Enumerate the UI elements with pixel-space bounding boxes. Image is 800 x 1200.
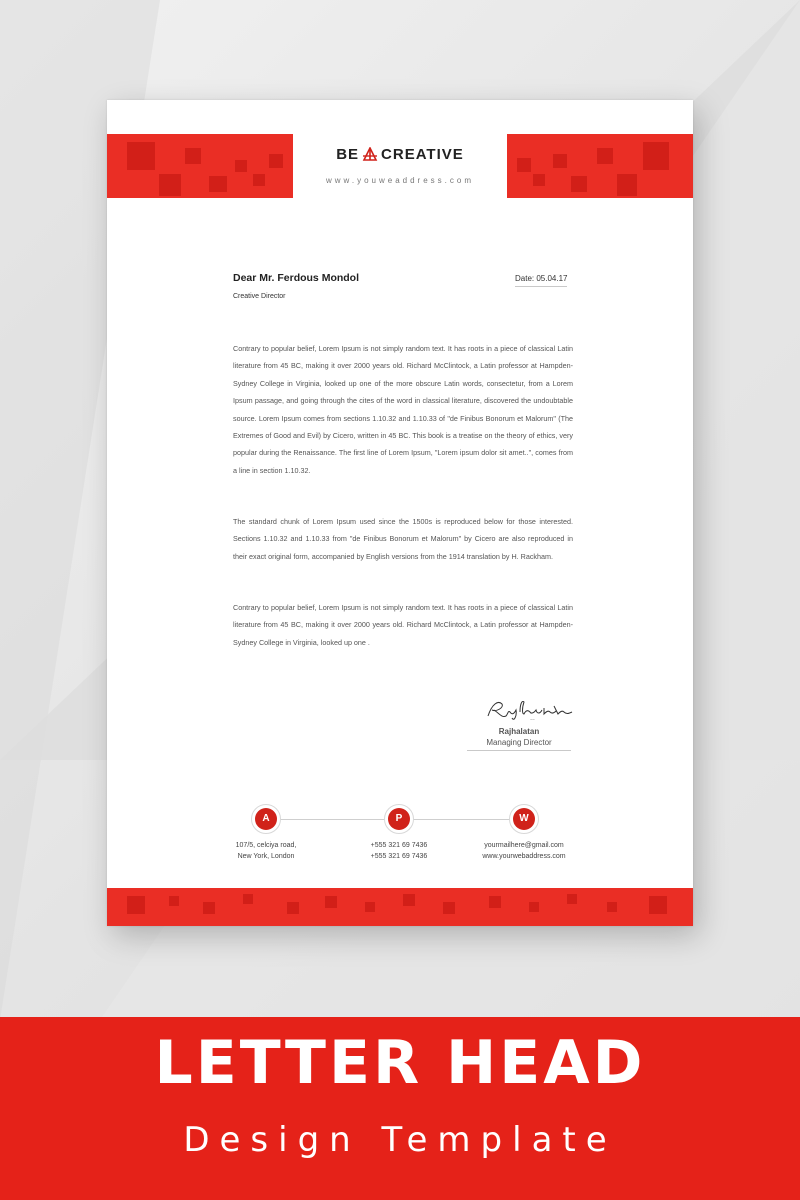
decor-square xyxy=(159,174,181,196)
phone-icon: P xyxy=(384,804,414,834)
decor-square xyxy=(649,896,667,914)
decor-square xyxy=(127,896,145,914)
decor-square xyxy=(617,174,637,196)
decor-square xyxy=(235,160,247,172)
decor-square xyxy=(553,154,567,168)
signature-script: Rajhalatan xyxy=(530,720,535,721)
phone-line-2: +555 321 69 7436 xyxy=(370,853,428,860)
decor-square xyxy=(169,896,179,906)
banner-subtitle: Design Template xyxy=(183,1120,617,1160)
company-logo xyxy=(293,146,507,165)
decor-square xyxy=(443,902,455,914)
triangle-logo-icon xyxy=(362,147,378,165)
decor-square xyxy=(529,902,539,912)
decor-square xyxy=(567,894,577,904)
address-line-2: New York, London xyxy=(237,853,295,860)
logo-text-right: CREATIVE xyxy=(381,146,464,163)
banner-title: LETTER HEAD xyxy=(154,1028,646,1098)
body-paragraph: Contrary to popular belief, Lorem Ipsum is not simply random text. It has roots in a piece of classical Latin literature from 45 BC, making it over 2000 years old. Richard McClintock, a Latin professor at Hampden-Sydney College in Virginia, looked up one . xyxy=(233,603,573,647)
decor-square xyxy=(607,902,617,912)
decor-square xyxy=(127,142,155,170)
header-band-right xyxy=(507,134,693,198)
body-paragraph: Contrary to popular belief, Lorem Ipsum is not simply random text. It has roots in a piece of classical Latin literature from 45 BC, making it over 2000 years old. Richard McClintock, a Latin professor at Hampden-Sydney College in Virginia, looked up one of the more obscure Latin words, consectetur, from a Lorem Ipsum passage, and going through the cites of the word in classical literature, discovered the undoubtable source. Lorem Ipsum comes from sections 1.10.32 and 1.10.33 of "de Finibus Bonorum et Malorum" (The Extremes of Good and Evil) by Cicero, written in 45 BC. This book is a treatise on the theory of ethics, very popular during the Renaissance. The first line of Lorem Ipsum, "Lorem ipsum dolor sit amet..", comes from a line in section 1.10.32. xyxy=(233,344,573,475)
letter-date: Date: 05.04.17 xyxy=(515,274,567,287)
decor-square xyxy=(403,894,415,906)
contact-phone xyxy=(344,840,454,862)
decor-square xyxy=(571,176,587,192)
decor-square xyxy=(597,148,613,164)
web-icon: W xyxy=(509,804,539,834)
decor-square xyxy=(287,902,299,914)
decor-square xyxy=(253,174,265,186)
contact-web xyxy=(469,840,579,862)
decor-square xyxy=(489,896,501,908)
header-website: www.youweaddress.com xyxy=(325,176,475,185)
recipient-role: Creative Director xyxy=(233,293,286,300)
decor-square xyxy=(209,176,227,192)
contact-address xyxy=(211,840,321,862)
signature-image xyxy=(484,696,576,722)
phone-line-1: +555 321 69 7436 xyxy=(370,842,428,849)
header-band-left xyxy=(107,134,293,198)
website-line: www.yourwebaddress.com xyxy=(482,853,566,860)
decor-square xyxy=(517,158,531,172)
address-icon: A xyxy=(251,804,281,834)
decor-square xyxy=(243,894,253,904)
email-line: yourmailhere@gmail.com xyxy=(484,842,564,849)
decor-square xyxy=(269,154,283,168)
decor-square xyxy=(185,148,201,164)
decor-square xyxy=(533,174,545,186)
body-paragraph: The standard chunk of Lorem Ipsum used since the 1500s is reproduced below for those interested. Sections 1.10.32 and 1.10.33 from "de Finibus Bonorum et Malorum" by Cicero are also reproduced in their exact original form, accompanied by English versions from the 1914 translation by H. Rackham. xyxy=(233,517,573,561)
logo-text-left: BE xyxy=(336,146,360,163)
signatory-name: Rajhalatan xyxy=(498,727,540,736)
decor-square xyxy=(643,142,669,170)
decor-square xyxy=(325,896,337,908)
decor-square xyxy=(203,902,215,914)
decor-square xyxy=(365,902,375,912)
recipient-greeting: Dear Mr. Ferdous Mondol xyxy=(233,272,360,284)
letterhead-paper xyxy=(107,100,693,926)
footer-band xyxy=(107,888,693,926)
address-line-1: 107/5, celciya road, xyxy=(235,842,297,849)
signatory-title: Managing Director xyxy=(467,738,571,751)
